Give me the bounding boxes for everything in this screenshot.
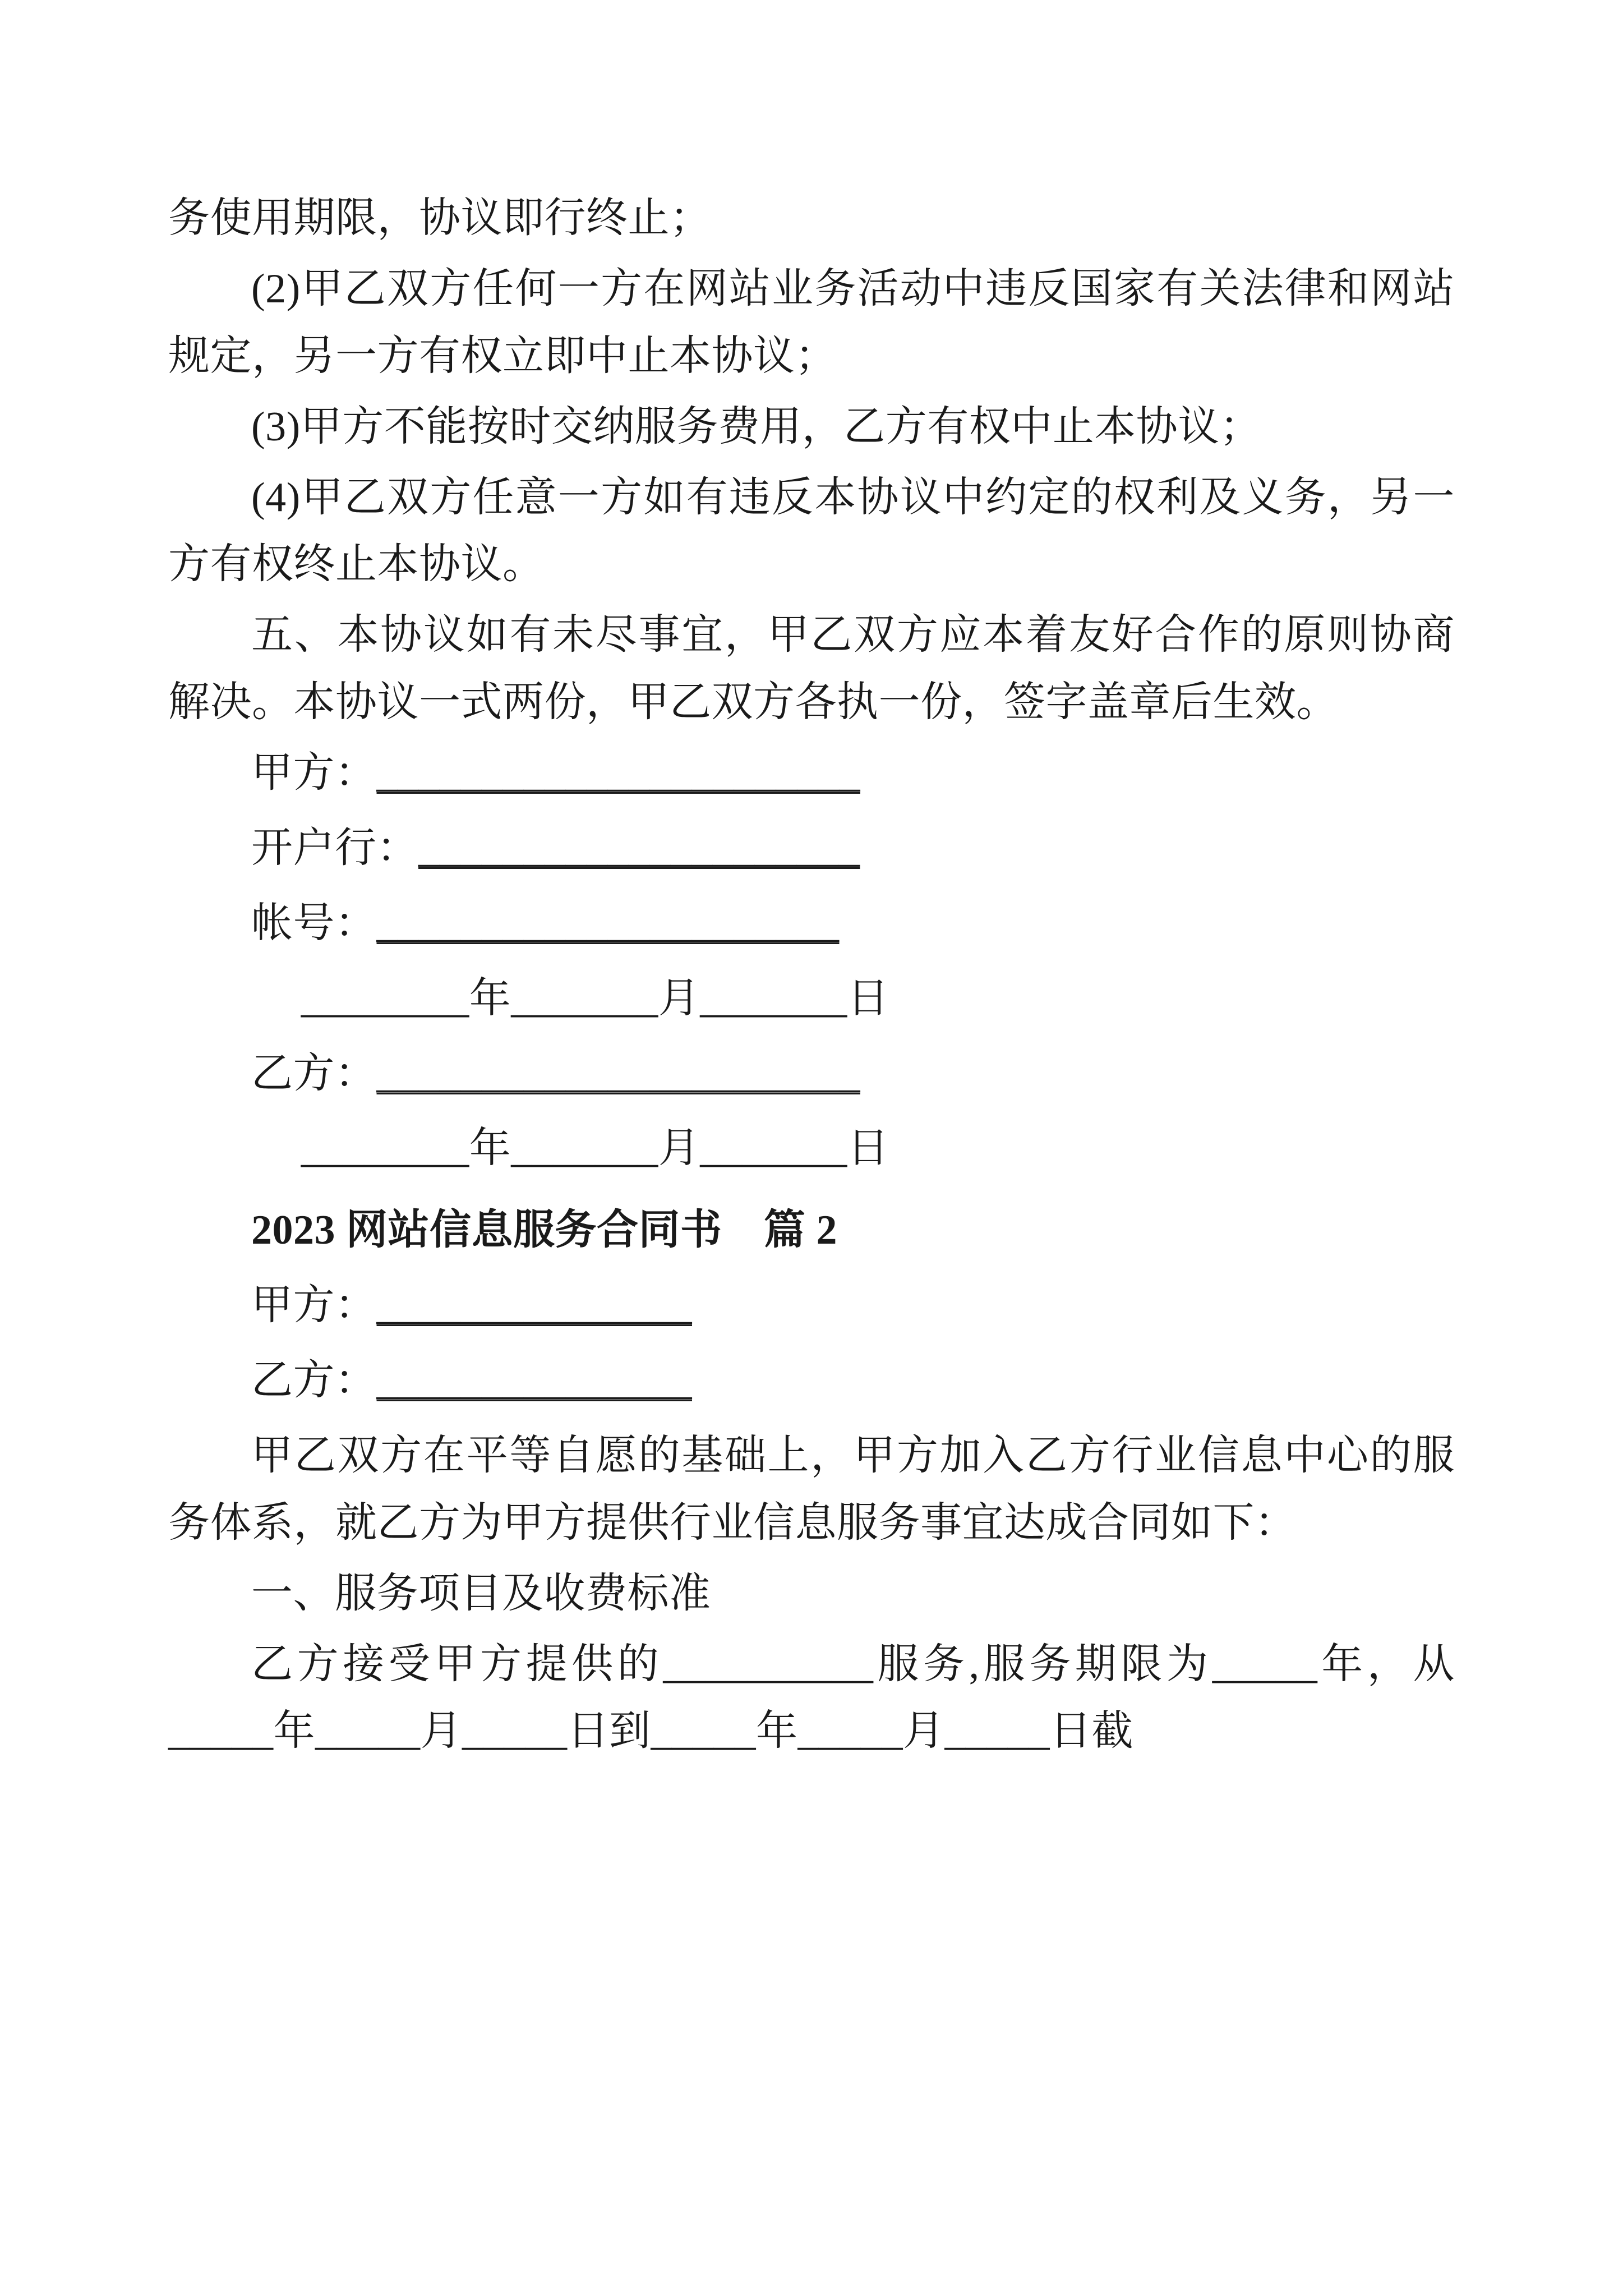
signature-label-bank: 开户行： <box>251 825 418 871</box>
clause-item-2: (2)甲乙双方任何一方在网站业务活动中违反国家有关法律和网站规定，另一方有权立即中止本协议； <box>168 265 1455 379</box>
clause-item-3: (3)甲方不能按时交纳服务费用，乙方有权中止本协议； <box>251 403 1262 450</box>
date-line-party-b: ________年_______月_______日 <box>301 1125 889 1172</box>
signature-line-party-b <box>168 1041 1455 1108</box>
party-a-field <box>168 1272 1455 1340</box>
signature-line-bank <box>168 815 1455 882</box>
party-a-label: 甲方： <box>251 1282 377 1329</box>
party-a-blank: _______________ <box>376 1282 692 1329</box>
party-b-field <box>168 1347 1455 1415</box>
signature-line-party-a <box>168 740 1455 807</box>
signature-blank-account: ______________________ <box>376 900 840 946</box>
clause-item-5: 五、本协议如有未尽事宜，甲乙双方应本着友好合作的原则协商解决。本协议一式两份，甲乙双方各执一份，签字盖章后生效。 <box>168 612 1455 726</box>
signature-label-account: 帐号： <box>251 900 377 946</box>
paragraph-continuation: 务使用期限，协议即行终止； <box>168 195 712 241</box>
signature-blank-bank: _____________________ <box>418 825 860 871</box>
party-b-blank: _______________ <box>376 1358 692 1404</box>
party-b-label: 乙方： <box>251 1358 377 1404</box>
signature-label-party-a: 甲方： <box>251 750 377 796</box>
article-one-title: 一、服务项目及收费标准 <box>251 1570 711 1617</box>
signature-blank-party-b: _______________________ <box>376 1050 860 1097</box>
article-one-body: 乙方接受甲方提供的__________服务,服务期限为_____年，从_____年_____月_____日到_____年_____月_____日截 <box>168 1641 1455 1755</box>
section-heading-part-2: 2023 网站信息服务合同书 篇 2 <box>251 1207 837 1254</box>
preamble-paragraph: 甲乙双方在平等自愿的基础上，甲方加入乙方行业信息中心的服务体系，就乙方为甲方提供行业信息服务事宜达成合同如下： <box>168 1432 1455 1546</box>
document-body <box>168 185 1455 1765</box>
clause-item-4: (4)甲乙双方任意一方如有违反本协议中约定的权利及义务，另一方有权终止本协议。 <box>168 474 1455 588</box>
signature-label-party-b: 乙方： <box>251 1050 377 1097</box>
signature-blank-party-a: _______________________ <box>376 750 860 796</box>
signature-line-account <box>168 890 1455 958</box>
date-line-party-a: ________年_______月_______日 <box>301 975 889 1022</box>
